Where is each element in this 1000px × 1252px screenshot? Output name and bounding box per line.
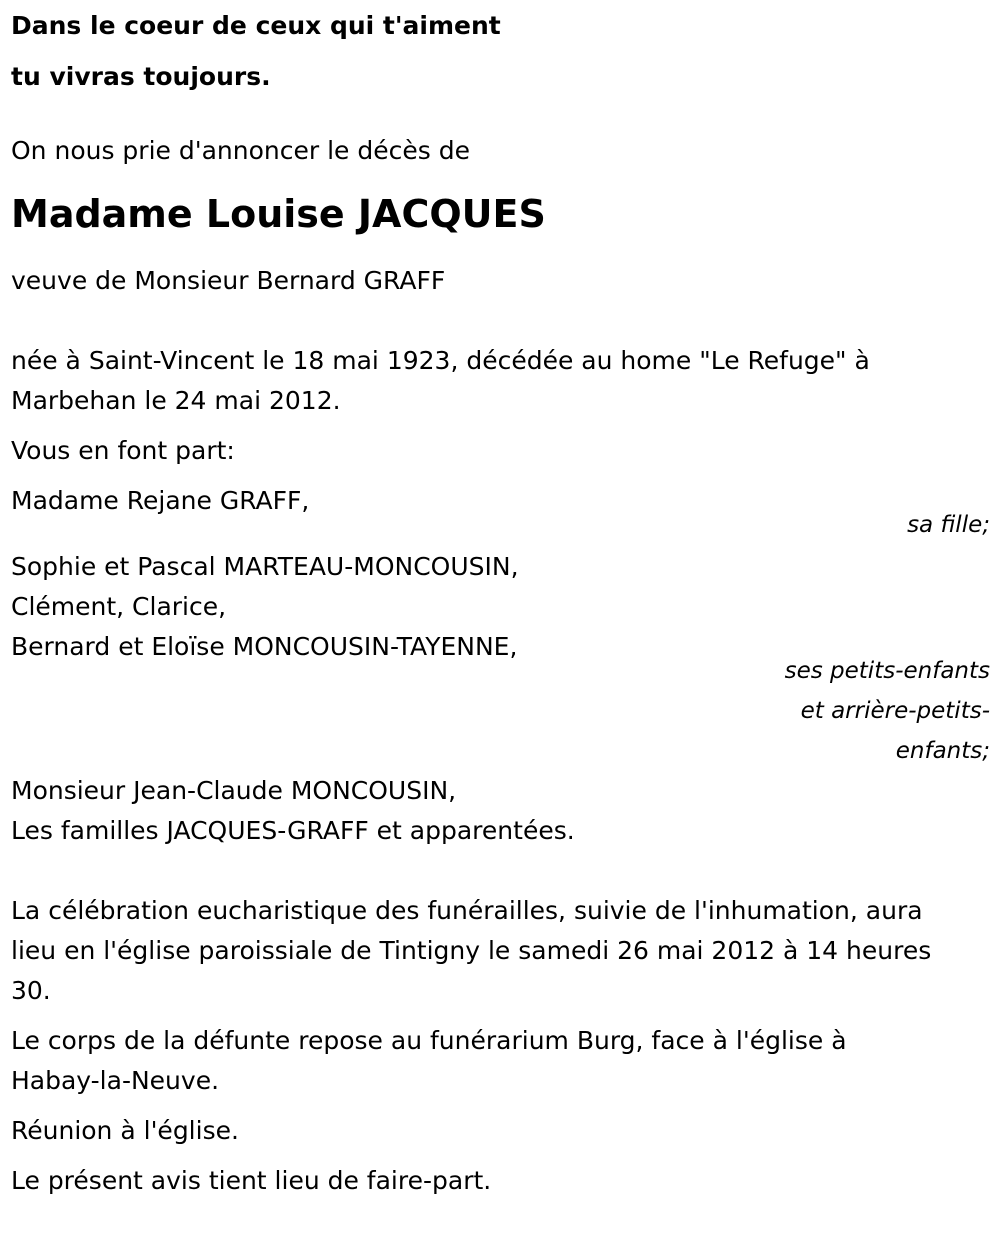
daughter-block <box>11 481 990 545</box>
others-line-2: Les familles JACQUES-GRAFF et apparentées. <box>11 816 575 845</box>
ceremony-line-2: lieu en l'église paroissiale de Tintigny le samedi 26 mai 2012 à 14 heures <box>11 936 932 965</box>
grandchildren-role-line-2: et arrière-petits- <box>800 698 990 724</box>
grandchildren-role-line-1: ses petits-enfants <box>784 658 990 684</box>
grandchildren-name-1: Sophie et Pascal MARTEAU-MONCOUSIN, <box>11 552 519 581</box>
quote-block <box>11 0 990 102</box>
body-rest-line-2: Habay-la-Neuve. <box>11 1066 220 1095</box>
quote-line-1: Dans le coeur de ceux qui t'aiment <box>11 11 501 40</box>
grandchildren-block <box>11 547 990 771</box>
others-block <box>11 771 990 851</box>
intro-text: On nous prie d'annoncer le décès de <box>11 136 470 165</box>
ceremony-line-1: La célébration eucharistique des funérailles, suivie de l'inhumation, aura <box>11 896 923 925</box>
grandchildren-role <box>750 651 990 771</box>
grandchildren-name-3: Bernard et Eloïse MONCOUSIN-TAYENNE, <box>11 632 518 661</box>
birth-death-line-1: née à Saint-Vincent le 18 mai 1923, décédée au home "Le Refuge" à <box>11 346 870 375</box>
daughter-name: Madame Rejane GRAFF, <box>11 486 310 515</box>
ceremony-line-3: 30. <box>11 976 51 1005</box>
birth-death-line-2: Marbehan le 24 mai 2012. <box>11 386 341 415</box>
daughter-role: sa fille; <box>907 512 990 538</box>
ceremony-block <box>11 891 990 1011</box>
widow-of-text: veuve de Monsieur Bernard GRAFF <box>11 266 446 295</box>
closing-text: Le présent avis tient lieu de faire-part. <box>11 1166 492 1195</box>
meeting-text: Réunion à l'église. <box>11 1116 239 1145</box>
quote-line-2: tu vivras toujours. <box>11 62 271 91</box>
grandchildren-name-2: Clément, Clarice, <box>11 592 227 621</box>
others-line-1: Monsieur Jean-Claude MONCOUSIN, <box>11 776 457 805</box>
birth-death-block <box>11 341 990 421</box>
body-rest-line-1: Le corps de la défunte repose au funérarium Burg, face à l'église à <box>11 1026 847 1055</box>
deceased-name: Madame Louise JACQUES <box>11 192 546 236</box>
announce-text: Vous en font part: <box>11 436 235 465</box>
body-rest-block <box>11 1021 990 1101</box>
grandchildren-role-line-3: enfants; <box>895 738 990 764</box>
